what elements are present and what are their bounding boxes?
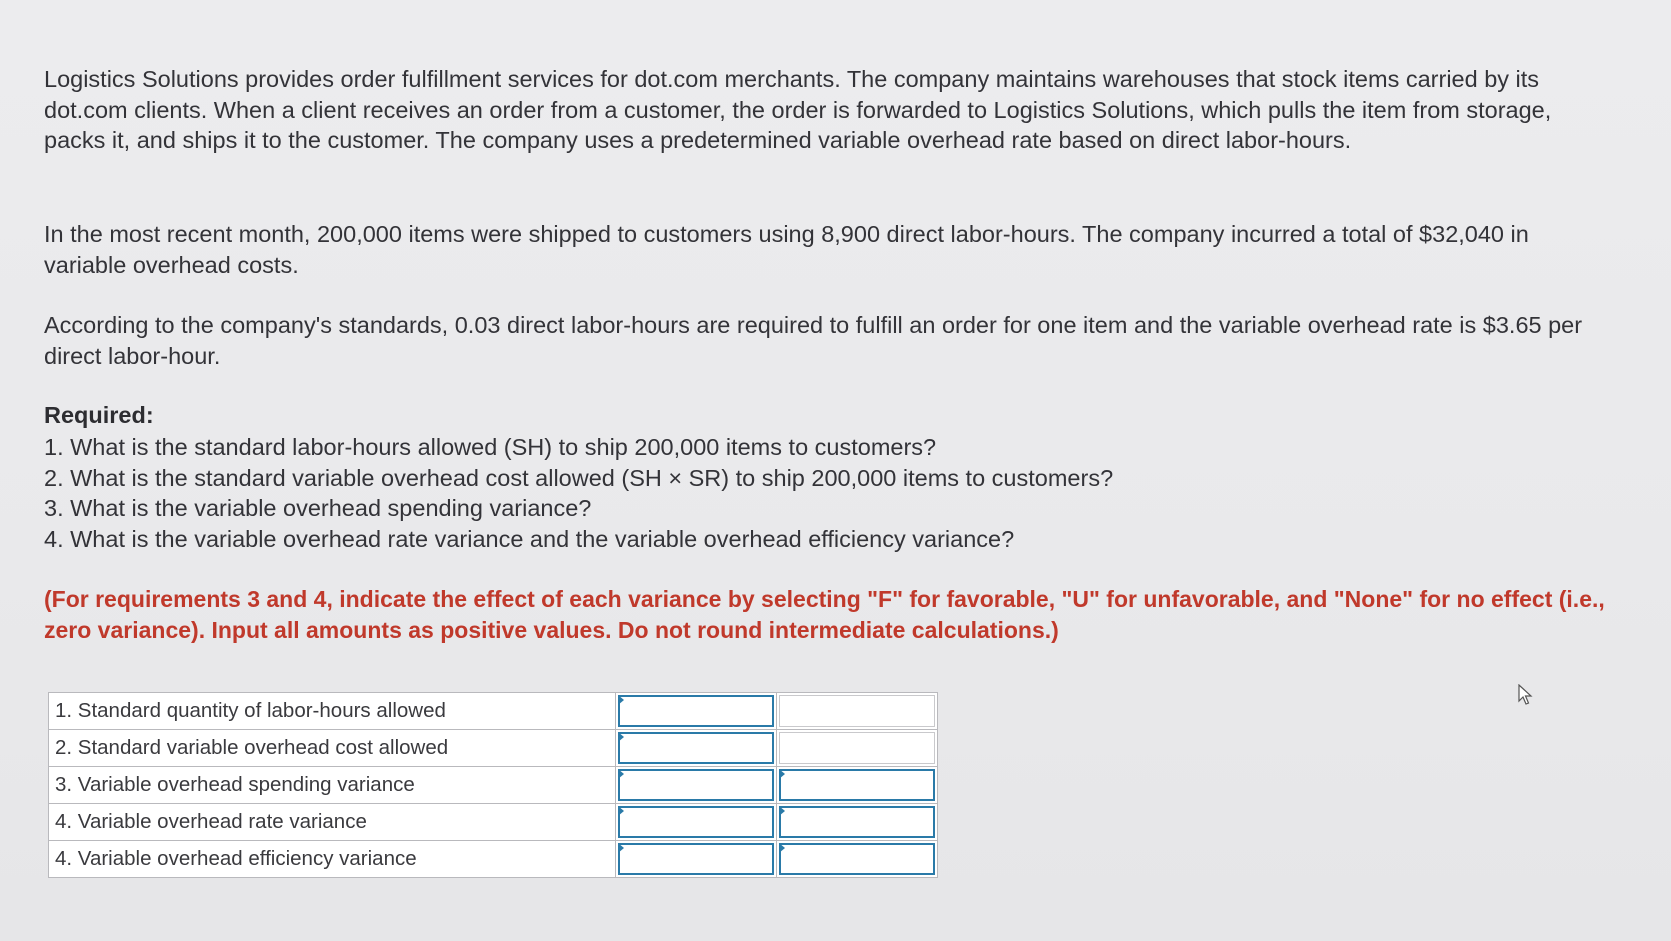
table-row — [49, 841, 938, 878]
required-item: 2. What is the standard variable overhead cost allowed (SH × SR) to ship 200,000 items to customers? — [44, 464, 1114, 491]
row-label: 4. Variable overhead rate variance — [49, 804, 616, 841]
table-row — [49, 730, 938, 767]
table-row — [49, 767, 938, 804]
row-label: 1. Standard quantity of labor-hours allowed — [49, 693, 616, 730]
amount-input-cell[interactable] — [616, 804, 777, 841]
amount-input[interactable] — [618, 843, 774, 875]
effect-select-cell[interactable] — [777, 767, 938, 804]
required-heading: Required: — [44, 402, 154, 428]
input-flag-icon — [618, 695, 624, 705]
amount-input-cell[interactable] — [616, 730, 777, 767]
problem-paragraph-3: According to the company's standards, 0.03 direct labor-hours are required to fulfill an order for one item and the variable overhead rate is $3.65 per direct labor-hour. — [44, 312, 1583, 369]
effect-cell — [777, 693, 938, 730]
effect-select[interactable] — [779, 806, 935, 838]
empty-cell — [779, 732, 935, 764]
required-item: 1. What is the standard labor-hours allowed (SH) to ship 200,000 items to customers? — [44, 434, 937, 460]
amount-input-cell[interactable] — [616, 767, 777, 804]
amount-input[interactable] — [618, 806, 774, 838]
table-row — [49, 804, 938, 841]
mouse-pointer-icon — [1518, 684, 1534, 711]
input-flag-icon — [618, 732, 624, 742]
empty-cell — [779, 695, 935, 727]
input-flag-icon — [618, 806, 624, 816]
amount-input[interactable] — [618, 732, 774, 764]
required-item: 3. What is the variable overhead spending variance? — [44, 495, 592, 521]
amount-input[interactable] — [618, 769, 774, 801]
input-flag-icon — [779, 843, 785, 853]
input-flag-icon — [779, 806, 785, 816]
row-label: 2. Standard variable overhead cost allowed — [49, 730, 616, 767]
table-row — [49, 693, 938, 730]
effect-cell — [777, 730, 938, 767]
problem-paragraph-2: In the most recent month, 200,000 items were shipped to customers using 8,900 direct labor-hours. The company incurred a total of $32,040 in variable overhead costs. — [44, 221, 1529, 278]
input-flag-icon — [618, 843, 624, 853]
row-label: 4. Variable overhead efficiency variance — [49, 841, 616, 878]
answer-table — [48, 692, 938, 878]
required-item: 4. What is the variable overhead rate variance and the variable overhead efficiency variance? — [44, 525, 1015, 552]
effect-select[interactable] — [779, 769, 935, 801]
effect-select-cell[interactable] — [777, 841, 938, 878]
required-list — [44, 432, 1113, 554]
amount-input-cell[interactable] — [616, 841, 777, 878]
amount-input-cell[interactable] — [616, 693, 777, 730]
problem-paragraph-1: Logistics Solutions provides order fulfillment services for dot.com merchants. The company maintains warehouses that stock items carried by its dot.com clients. When a client receives an order from a customer, the order is forwarded to Logistics Solutions, which pulls the item from storage, packs it, and ships it to the customer. The company uses a predetermined variable overhead rate based on direct labor-hours. — [44, 66, 1552, 153]
effect-select-cell[interactable] — [777, 804, 938, 841]
instructions-text: (For requirements 3 and 4, indicate the effect of each variance by selecting "F" for favorable, "U" for unfavorable, and "None" for no effect (i.e., zero variance). Input all amounts as positive values. Do not round intermediate calculations.) — [44, 586, 1605, 643]
amount-input[interactable] — [618, 695, 774, 727]
row-label: 3. Variable overhead spending variance — [49, 767, 616, 804]
input-flag-icon — [779, 769, 785, 779]
input-flag-icon — [618, 769, 624, 779]
effect-select[interactable] — [779, 843, 935, 875]
